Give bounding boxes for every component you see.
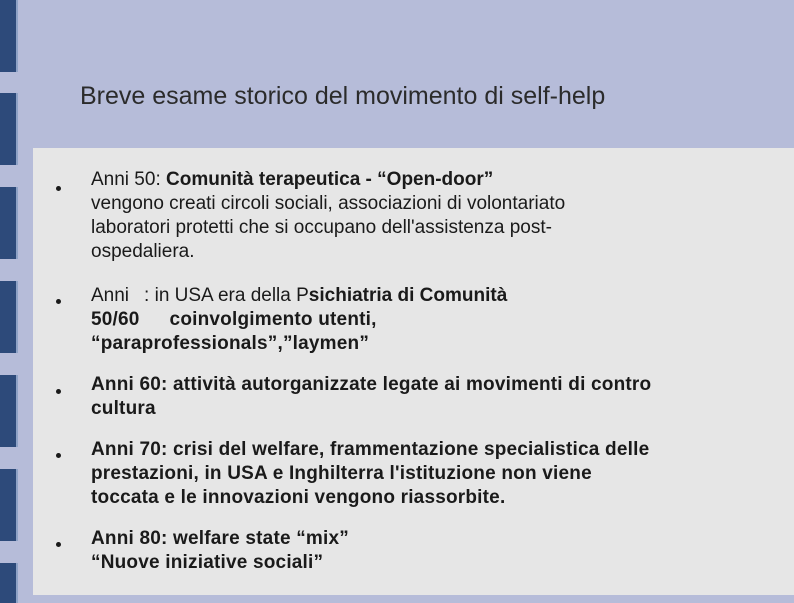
bullet-dot-icon [56,186,61,191]
bullet-dot-icon [56,453,61,458]
decor-bar-3 [0,187,18,259]
decor-bar-5 [0,375,18,447]
bullet-text-line: Anni 70: crisi del welfare, frammentazione specialistica delle [91,439,650,460]
bullet-text-line: Anni 60: attività autorganizzate legate ai movimenti di contro [91,374,652,395]
decor-bar-4 [0,281,18,353]
bullet-text-line: Anni : in USA era della Psichiatria di Comunità [91,285,508,306]
bullet-text-line: prestazioni, in USA e Inghilterra l'istituzione non viene [91,463,592,484]
decor-bar-7 [0,563,18,603]
bullet-text-line: “paraprofessionals”,”laymen” [91,333,370,354]
bullet-heading: Comunità terapeutica - “Open-door” [166,169,494,190]
bullet-dot-icon [56,299,61,304]
bullet-text-line: toccata e le innovazioni vengono riassorbite. [91,487,506,508]
decor-bar-6 [0,469,18,541]
decor-bar-1 [0,0,18,72]
decade-label: 50/60 [91,309,140,330]
bullet-text-line: ospedaliera. [91,241,195,262]
bullet-dot-icon [56,542,61,547]
bullet-text-line: 50/60 coinvolgimento utenti, [91,309,377,330]
bullet-text-line: Anni 80: welfare state “mix” [91,528,349,549]
bullet-dot-icon [56,389,61,394]
decade-label: Anni 50: [91,169,161,190]
decor-bar-2 [0,93,18,165]
bullet-text-line: “Nuove iniziative sociali” [91,552,324,573]
slide-title: Breve esame storico del movimento di self-help [80,82,606,110]
bullet-text-line: vengono creati circoli sociali, associazioni di volontariato [91,193,566,214]
bullet-text-line: cultura [91,398,156,419]
bullet-text-line: laboratori protetti che si occupano dell'assistenza post- [91,217,552,238]
bullet-heading-line [91,168,771,192]
decade-label: Anni [91,285,130,306]
